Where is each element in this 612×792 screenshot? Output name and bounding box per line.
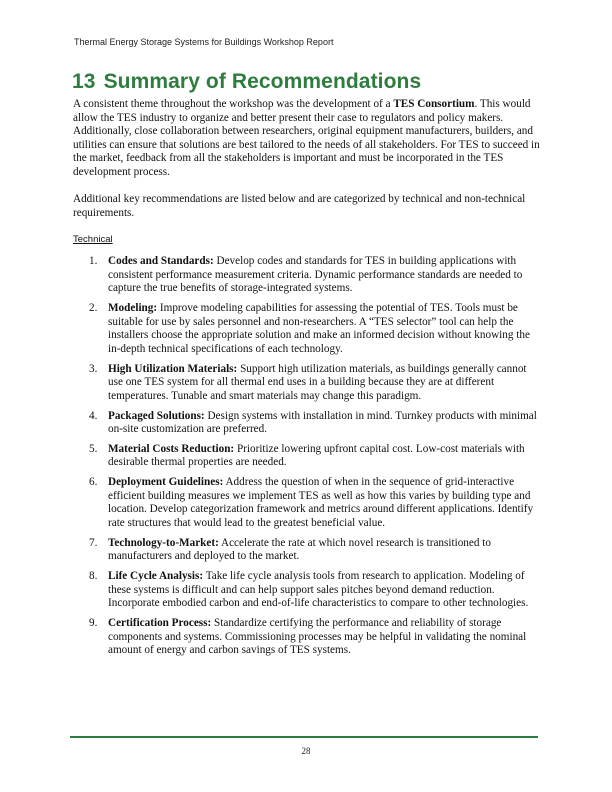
item-number: 4. xyxy=(89,409,98,422)
item-text: Improve modeling capabilities for assessing the potential of TES. Tools must be suitable for use by sales personnel and non-researchers. A “TES selector” tool can help the installers choose the appropriate solution and make an informed decision without knowing the in-depth technical specifications of each technology. xyxy=(108,301,530,355)
categories-paragraph: Additional key recommendations are listed below and are categorized by technical and non-technical requirements. xyxy=(73,193,526,219)
item-number: 9. xyxy=(89,617,98,630)
technical-heading: Technical xyxy=(73,234,113,245)
item-term: Certification Process: xyxy=(108,617,212,630)
item-term: High Utilization Materials: xyxy=(108,362,238,375)
recommendation-item xyxy=(89,410,543,437)
intro-text-end: . This would allow the TES industry to organize and better present their case to regulators and policy makers. Additionally, close collaboration between researchers, original equipment manufacturers, builders, and utilities can ensure that solutions are best tailored to the needs of all stakeholders. For TES to succeed in the market, feedback from all the stakeholders is important and must be incorporated in the TES development process. xyxy=(73,98,540,178)
technical-recommendations-list xyxy=(89,255,543,664)
item-text: Prioritize lowering upfront capital cost. Low-cost materials with desirable thermal properties are needed. xyxy=(108,442,525,469)
item-text: Design systems with installation in mind. Turnkey products with minimal on-site customization are preferred. xyxy=(108,409,537,436)
item-number: 8. xyxy=(89,570,98,583)
item-number: 6. xyxy=(89,476,98,489)
recommendation-item xyxy=(89,302,543,356)
section-number: 13 xyxy=(72,70,96,93)
tes-consortium-term: TES Consortium xyxy=(393,98,475,110)
recommendation-item xyxy=(89,537,543,564)
item-term: Technology-to-Market: xyxy=(108,536,219,549)
item-term: Modeling: xyxy=(108,301,158,314)
item-term: Codes and Standards: xyxy=(108,255,214,267)
item-number: 1. xyxy=(89,255,98,267)
footer-divider xyxy=(70,736,538,738)
item-number: 5. xyxy=(89,442,98,455)
recommendation-item xyxy=(89,255,543,296)
item-number: 2. xyxy=(89,301,98,314)
recommendation-item xyxy=(89,476,543,530)
item-text: Take life cycle analysis tools from research to application. Modeling of these systems is difficult and can help support sales pitches beyond demand reduction. Incorporate embodied carbon and end-of-life characteristics to compare to other technologies. xyxy=(108,570,529,610)
item-term: Material Costs Reduction: xyxy=(108,442,235,455)
item-text: Standardize certifying the performance and reliability of storage components and systems. Commissioning processes may be helpful in validating the nominal amount of energy and carbon savings of TES systems. xyxy=(108,617,527,657)
recommendation-item xyxy=(89,617,543,658)
intro-paragraph xyxy=(73,98,541,180)
item-text: Support high utilization materials, as buildings generally cannot use one TES system for all thermal end uses in a building because they are at different temperatures. Tunable and smart materials may change this paradigm. xyxy=(108,362,527,402)
page-number: 28 xyxy=(301,746,311,756)
item-text: Develop codes and standards for TES in building applications with consistent performance measurement criteria. Dynamic performance standards are needed to capture the true benefits of storage-integrated systems. xyxy=(108,255,523,295)
section-title-text: Summary of Recommendations xyxy=(103,70,422,93)
item-text: Accelerate the rate at which novel research is transitioned to manufacturers and deployed to the market. xyxy=(108,536,491,563)
item-text: Address the question of when in the sequence of grid-interactive efficient building measures we implement TES as well as how this varies by building type and location. Develop categorization framework and metrics around different applications. Identify rate structures that would lead to the greatest beneficial value. xyxy=(108,476,534,530)
item-number: 7. xyxy=(89,536,98,549)
running-header: Thermal Energy Storage Systems for Buildings Workshop Report xyxy=(74,37,334,47)
item-term: Deployment Guidelines: xyxy=(108,476,224,489)
item-term: Life Cycle Analysis: xyxy=(108,570,204,583)
item-term: Packaged Solutions: xyxy=(108,409,205,422)
intro-text-start: A consistent theme throughout the workshop was the development of a xyxy=(73,98,394,110)
item-number: 3. xyxy=(89,362,98,375)
recommendation-item xyxy=(89,363,543,404)
recommendation-item xyxy=(89,570,543,611)
section-title xyxy=(72,70,421,94)
recommendation-item xyxy=(89,443,543,470)
